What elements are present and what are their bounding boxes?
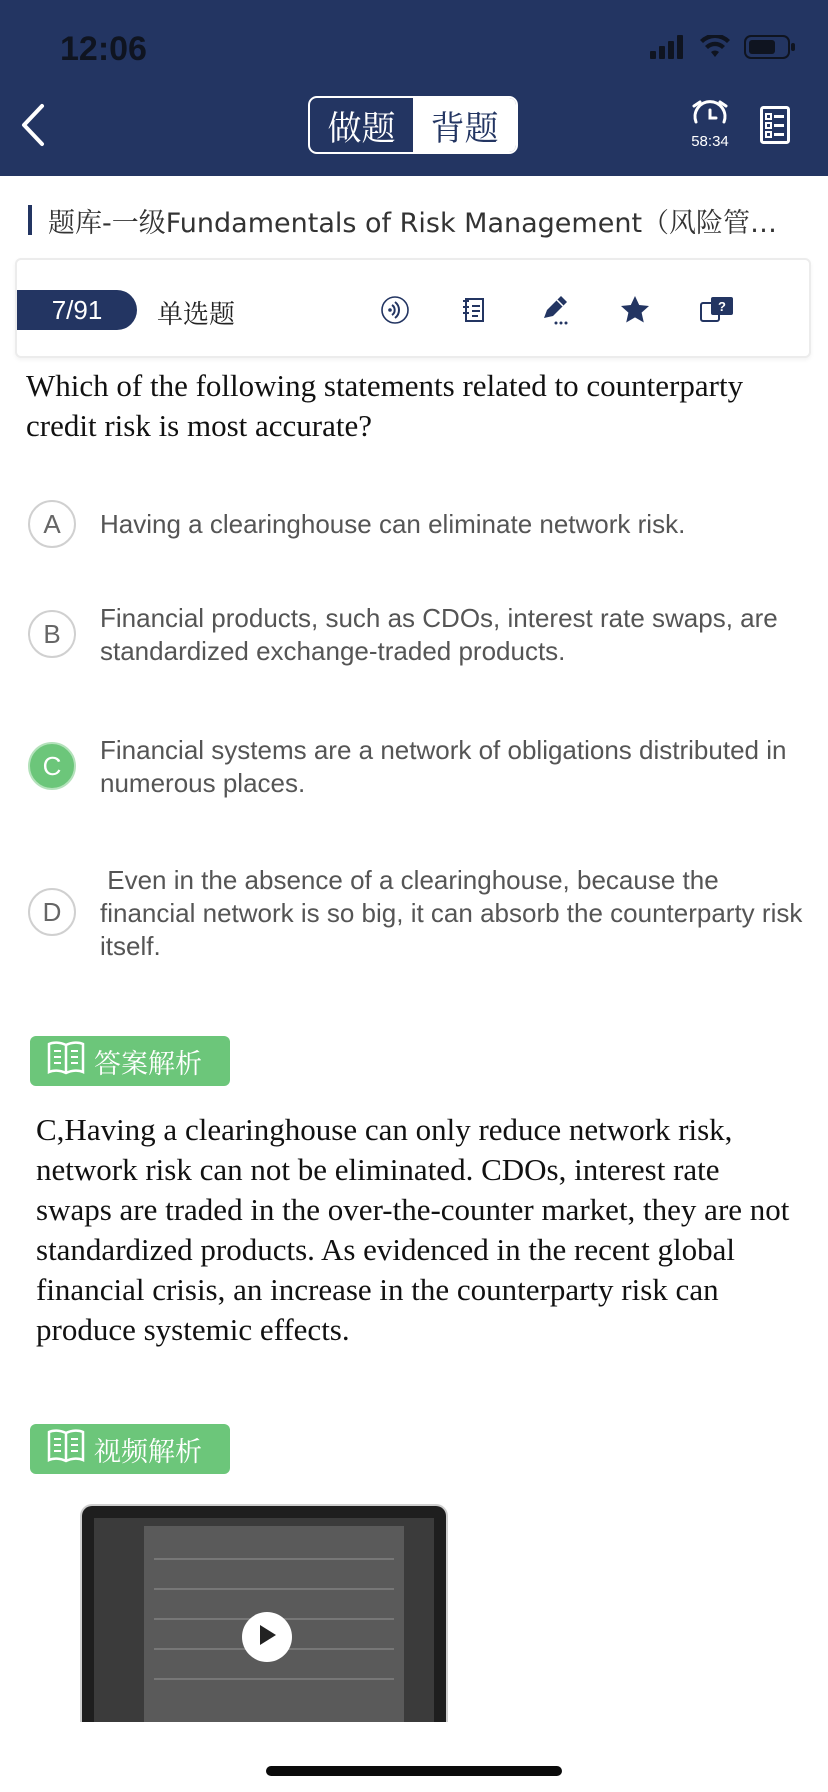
back-button[interactable] [18, 102, 58, 152]
status-time: 12:06 [60, 30, 147, 68]
mode-switch [308, 96, 518, 154]
breadcrumb-accent [28, 205, 32, 235]
option-letter-correct: C [28, 742, 76, 790]
question-number[interactable]: 7/91 [17, 290, 137, 330]
tab-review[interactable]: 背题 [413, 98, 516, 152]
battery-icon [744, 34, 796, 65]
play-icon [256, 1623, 278, 1652]
answer-analysis-tag [30, 1036, 230, 1086]
play-button[interactable] [242, 1612, 292, 1662]
option-letter: D [28, 888, 76, 936]
answer-analysis-text: C,Having a clearinghouse can only reduce network risk, network risk can not be eliminated. CDOs, interest rate swaps are traded in the over-the-counter market, they are not standardized products. As evidenced in the recent global financial crisis, an increase in the counterparty risk can produce systemic effects. [36, 1112, 790, 1347]
video-thumbnail[interactable] [80, 1504, 448, 1722]
option-text: Financial systems are a network of obligations distributed in numerous places. [100, 735, 794, 798]
book-icon [46, 1427, 86, 1472]
timer-text: 58:34 [691, 133, 729, 150]
video-sheet-row [154, 1678, 394, 1680]
question-type: 单选题 [157, 300, 236, 330]
signal-icon [650, 35, 686, 64]
alarm-clock-icon [690, 115, 730, 132]
edit-icon[interactable] [537, 292, 573, 328]
option-letter: A [28, 500, 76, 548]
option-text: Financial products, such as CDOs, interest rate swaps, are standardized exchange-traded products. [100, 603, 785, 666]
star-icon[interactable] [617, 292, 653, 328]
question-text: Which of the following statements related to counterparty credit risk is most accurate? [26, 368, 744, 443]
breadcrumb-text: 题库-一级Fundamentals of Risk Management（风险管… [48, 207, 778, 239]
answer-analysis-label: 答案解析 [94, 1048, 202, 1080]
video-sheet-row [154, 1588, 394, 1590]
home-indicator[interactable] [266, 1766, 562, 1776]
video-sheet-row [154, 1558, 394, 1560]
timer-button[interactable] [682, 100, 738, 150]
wifi-icon [700, 35, 730, 64]
option-text: Having a clearinghouse can eliminate network risk. [100, 509, 686, 539]
tab-practice[interactable]: 做题 [327, 108, 396, 149]
option-letter: B [28, 610, 76, 658]
answer-sheet-button[interactable] [760, 106, 790, 149]
svg-text:?: ? [718, 299, 726, 314]
video-analysis-tag [30, 1424, 230, 1474]
top-header [0, 0, 828, 176]
question-toolbar [15, 258, 811, 358]
option-text: Even in the absence of a clearinghouse, because the financial network is so big, it can absorb the counterparty risk itself. [100, 865, 810, 961]
checklist-icon [760, 131, 790, 148]
status-icons [650, 34, 796, 65]
audio-icon[interactable] [377, 292, 413, 328]
book-icon [46, 1039, 86, 1084]
video-analysis-label: 视频解析 [94, 1436, 202, 1468]
feedback-icon[interactable] [697, 292, 737, 328]
breadcrumb [28, 200, 788, 240]
notes-icon[interactable] [457, 292, 493, 328]
